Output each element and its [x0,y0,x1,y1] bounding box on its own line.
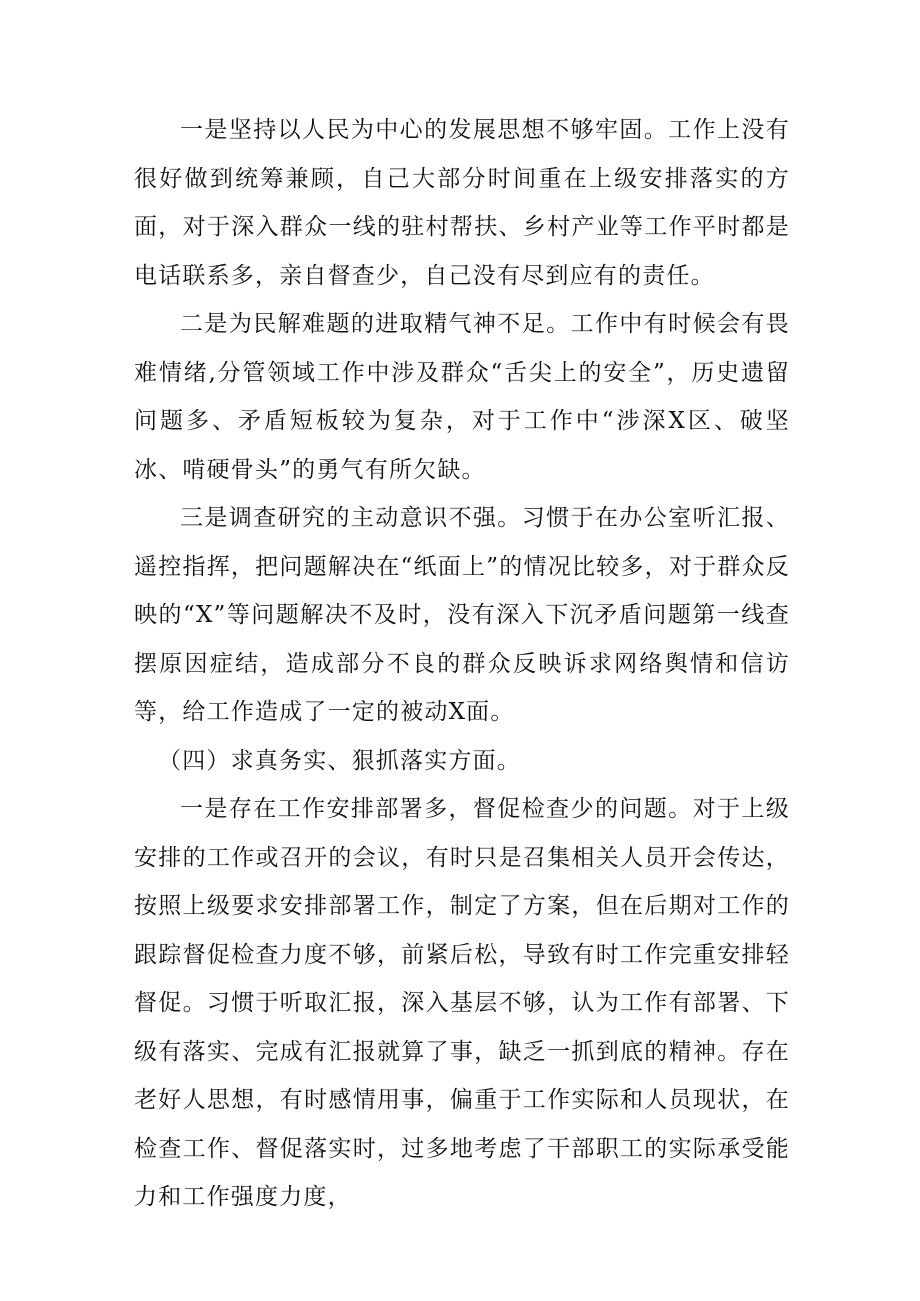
paragraph-5: 一是存在工作安排部署多，督促检查少的问题。对于上级安排的工作或召开的会议，有时只是召集相关人员开会传达，按照上级要求安排部署工作，制定了方案，但在后期对工作的跟踪督促检查力度不够，前紧后松，导致有时工作完重安排轻督促。习惯于听取汇报，深入基层不够，认为工作有部署、下级有落实、完成有汇报就算了事，缺乏一抓到底的精神。存在老好人思想，有时感情用事，偏重于工作实际和人员现状，在检查工作、督促落实时，过多地考虑了干部职工的实际承受能力和工作强度力度， [134,796,790,1210]
section-heading-4: （四）求真务实、狠抓落实方面。 [158,747,521,774]
paragraph-3: 三是调查研究的主动意识不强。习惯于在办公室听汇报、遥控指挥，把问题解决在“纸面上”的情况比较多，对于群众反映的“X”等问题解决不及时，没有深入下沉矛盾问题第一线查摆原因症结，造成部分不良的群众反映诉求网络舆情和信访等，给工作造成了一定的被动X面。 [134,505,790,725]
paragraph-1: 一是坚持以人民为中心的发展思想不够牢固。工作上没有很好做到统筹兼顾，自己大部分时间重在上级安排落实的方面，对于深入群众一线的驻村帮扶、乡村产业等工作平时都是电话联系多，亲自督查少，自己没有尽到应有的责任。 [134,117,790,289]
paragraph-2: 二是为民解难题的进取精气神不足。工作中有时候会有畏难情绪,分管领域工作中涉及群众“舌尖上的安全”，历史遗留问题多、矛盾短板较为复杂，对于工作中“涉深X区、破坚冰、啃硬骨头”的勇气有所欠缺。 [134,311,790,483]
document-body [134,106,790,1222]
